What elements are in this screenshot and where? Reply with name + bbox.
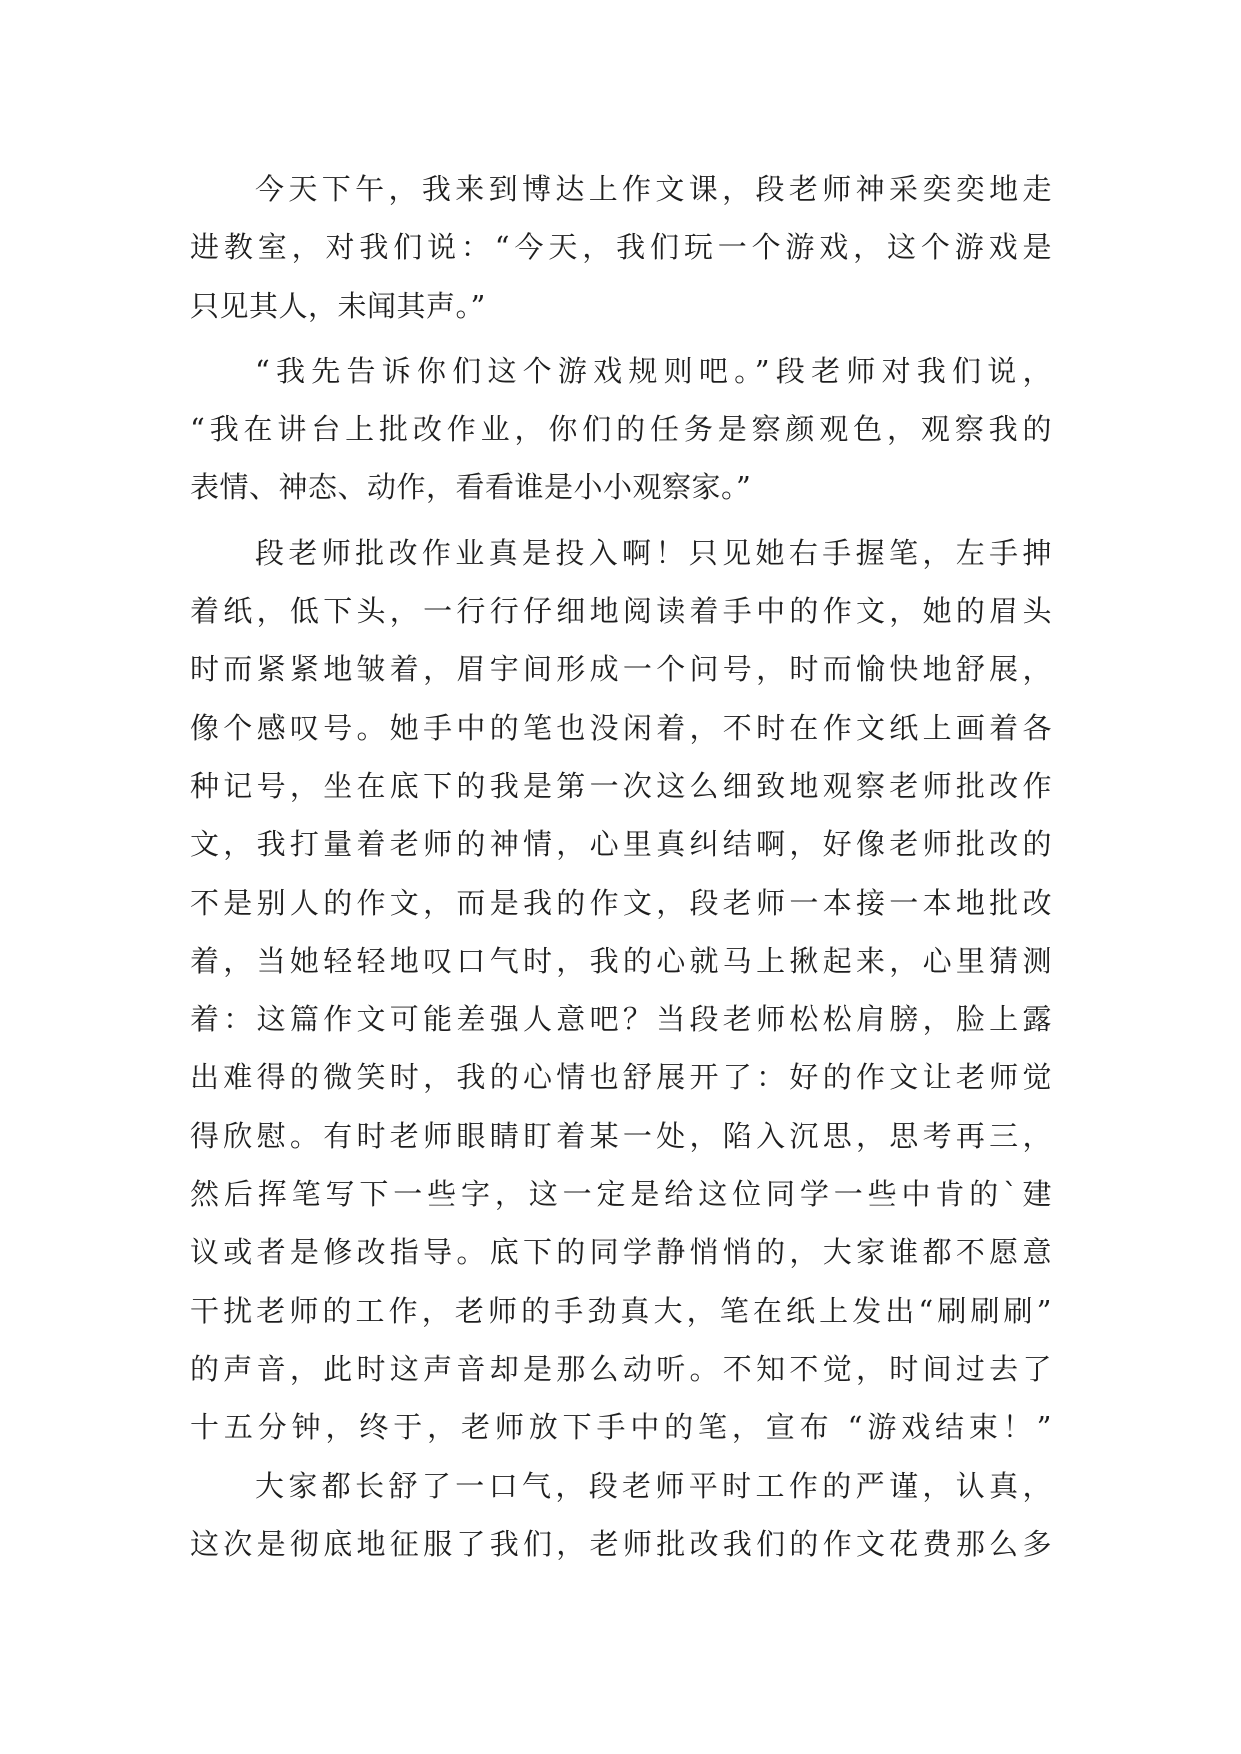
paragraph — [190, 1457, 1052, 1574]
text-line: 进教室，对我们说：“今天，我们玩一个游戏，这个游戏是 — [190, 230, 1052, 265]
text-line: 文，我打量着老师的神情，心里真纠结啊，好像老师批改的 — [190, 827, 1052, 862]
text-line: 只见其人，未闻其声。” — [190, 288, 486, 323]
text-line: 不是别人的作文，而是我的作文，段老师一本接一本地批改 — [190, 885, 1052, 920]
text-line: 议或者是修改指导。底下的同学静悄悄的，大家谁都不愿意 — [190, 1235, 1052, 1270]
text-line: “我在讲台上批改作业，你们的任务是察颜观色，观察我的 — [190, 412, 1052, 447]
text-line: 大家都长舒了一口气，段老师平时工作的严谨，认真， — [255, 1468, 1052, 1503]
text-line: 十五分钟，终于，老师放下手中的笔，宣布 “游戏结束！” — [190, 1410, 1052, 1445]
text-line: 段老师批改作业真是投入啊！只见她右手握笔，左手抻 — [255, 535, 1052, 570]
text-line: “我先告诉你们这个游戏规则吧。”段老师对我们说， — [255, 353, 1052, 388]
text-line: 表情、神态、动作，看看谁是小小观察家。” — [190, 470, 752, 505]
paragraph — [190, 524, 1052, 1457]
text-line: 干扰老师的工作，老师的手劲真大，笔在纸上发出“刷刷刷” — [190, 1293, 1052, 1328]
paragraph — [190, 342, 1052, 517]
text-line: 这次是彻底地征服了我们，老师批改我们的作文花费那么多 — [190, 1526, 1052, 1561]
text-line: 着，当她轻轻地叹口气时，我的心就马上揪起来，心里猜测 — [190, 943, 1052, 978]
text-line: 今天下午，我来到博达上作文课，段老师神采奕奕地走 — [255, 172, 1052, 206]
text-line: 的声音，此时这声音却是那么动听。不知不觉，时间过去了 — [190, 1351, 1052, 1386]
text-line: 时而紧紧地皱着，眉宇间形成一个问号，时而愉快地舒展， — [190, 652, 1052, 687]
text-line: 得欣慰。有时老师眼睛盯着某一处，陷入沉思，思考再三， — [190, 1118, 1052, 1153]
text-line: 着纸，低下头，一行行仔细地阅读着手中的作文，她的眉头 — [190, 594, 1052, 629]
text-line: 然后挥笔写下一些字，这一定是给这位同学一些中肯的`建 — [190, 1177, 1052, 1212]
paragraph — [190, 160, 1052, 335]
text-line: 像个感叹号。她手中的笔也没闲着，不时在作文纸上画着各 — [190, 710, 1052, 745]
essay-body — [190, 160, 1052, 1573]
text-line: 出难得的微笑时，我的心情也舒展开了：好的作文让老师觉 — [190, 1060, 1052, 1095]
text-line: 种记号，坐在底下的我是第一次这么细致地观察老师批改作 — [190, 768, 1052, 803]
text-line: 着：这篇作文可能差强人意吧？当段老师松松肩膀，脸上露 — [190, 1002, 1052, 1037]
